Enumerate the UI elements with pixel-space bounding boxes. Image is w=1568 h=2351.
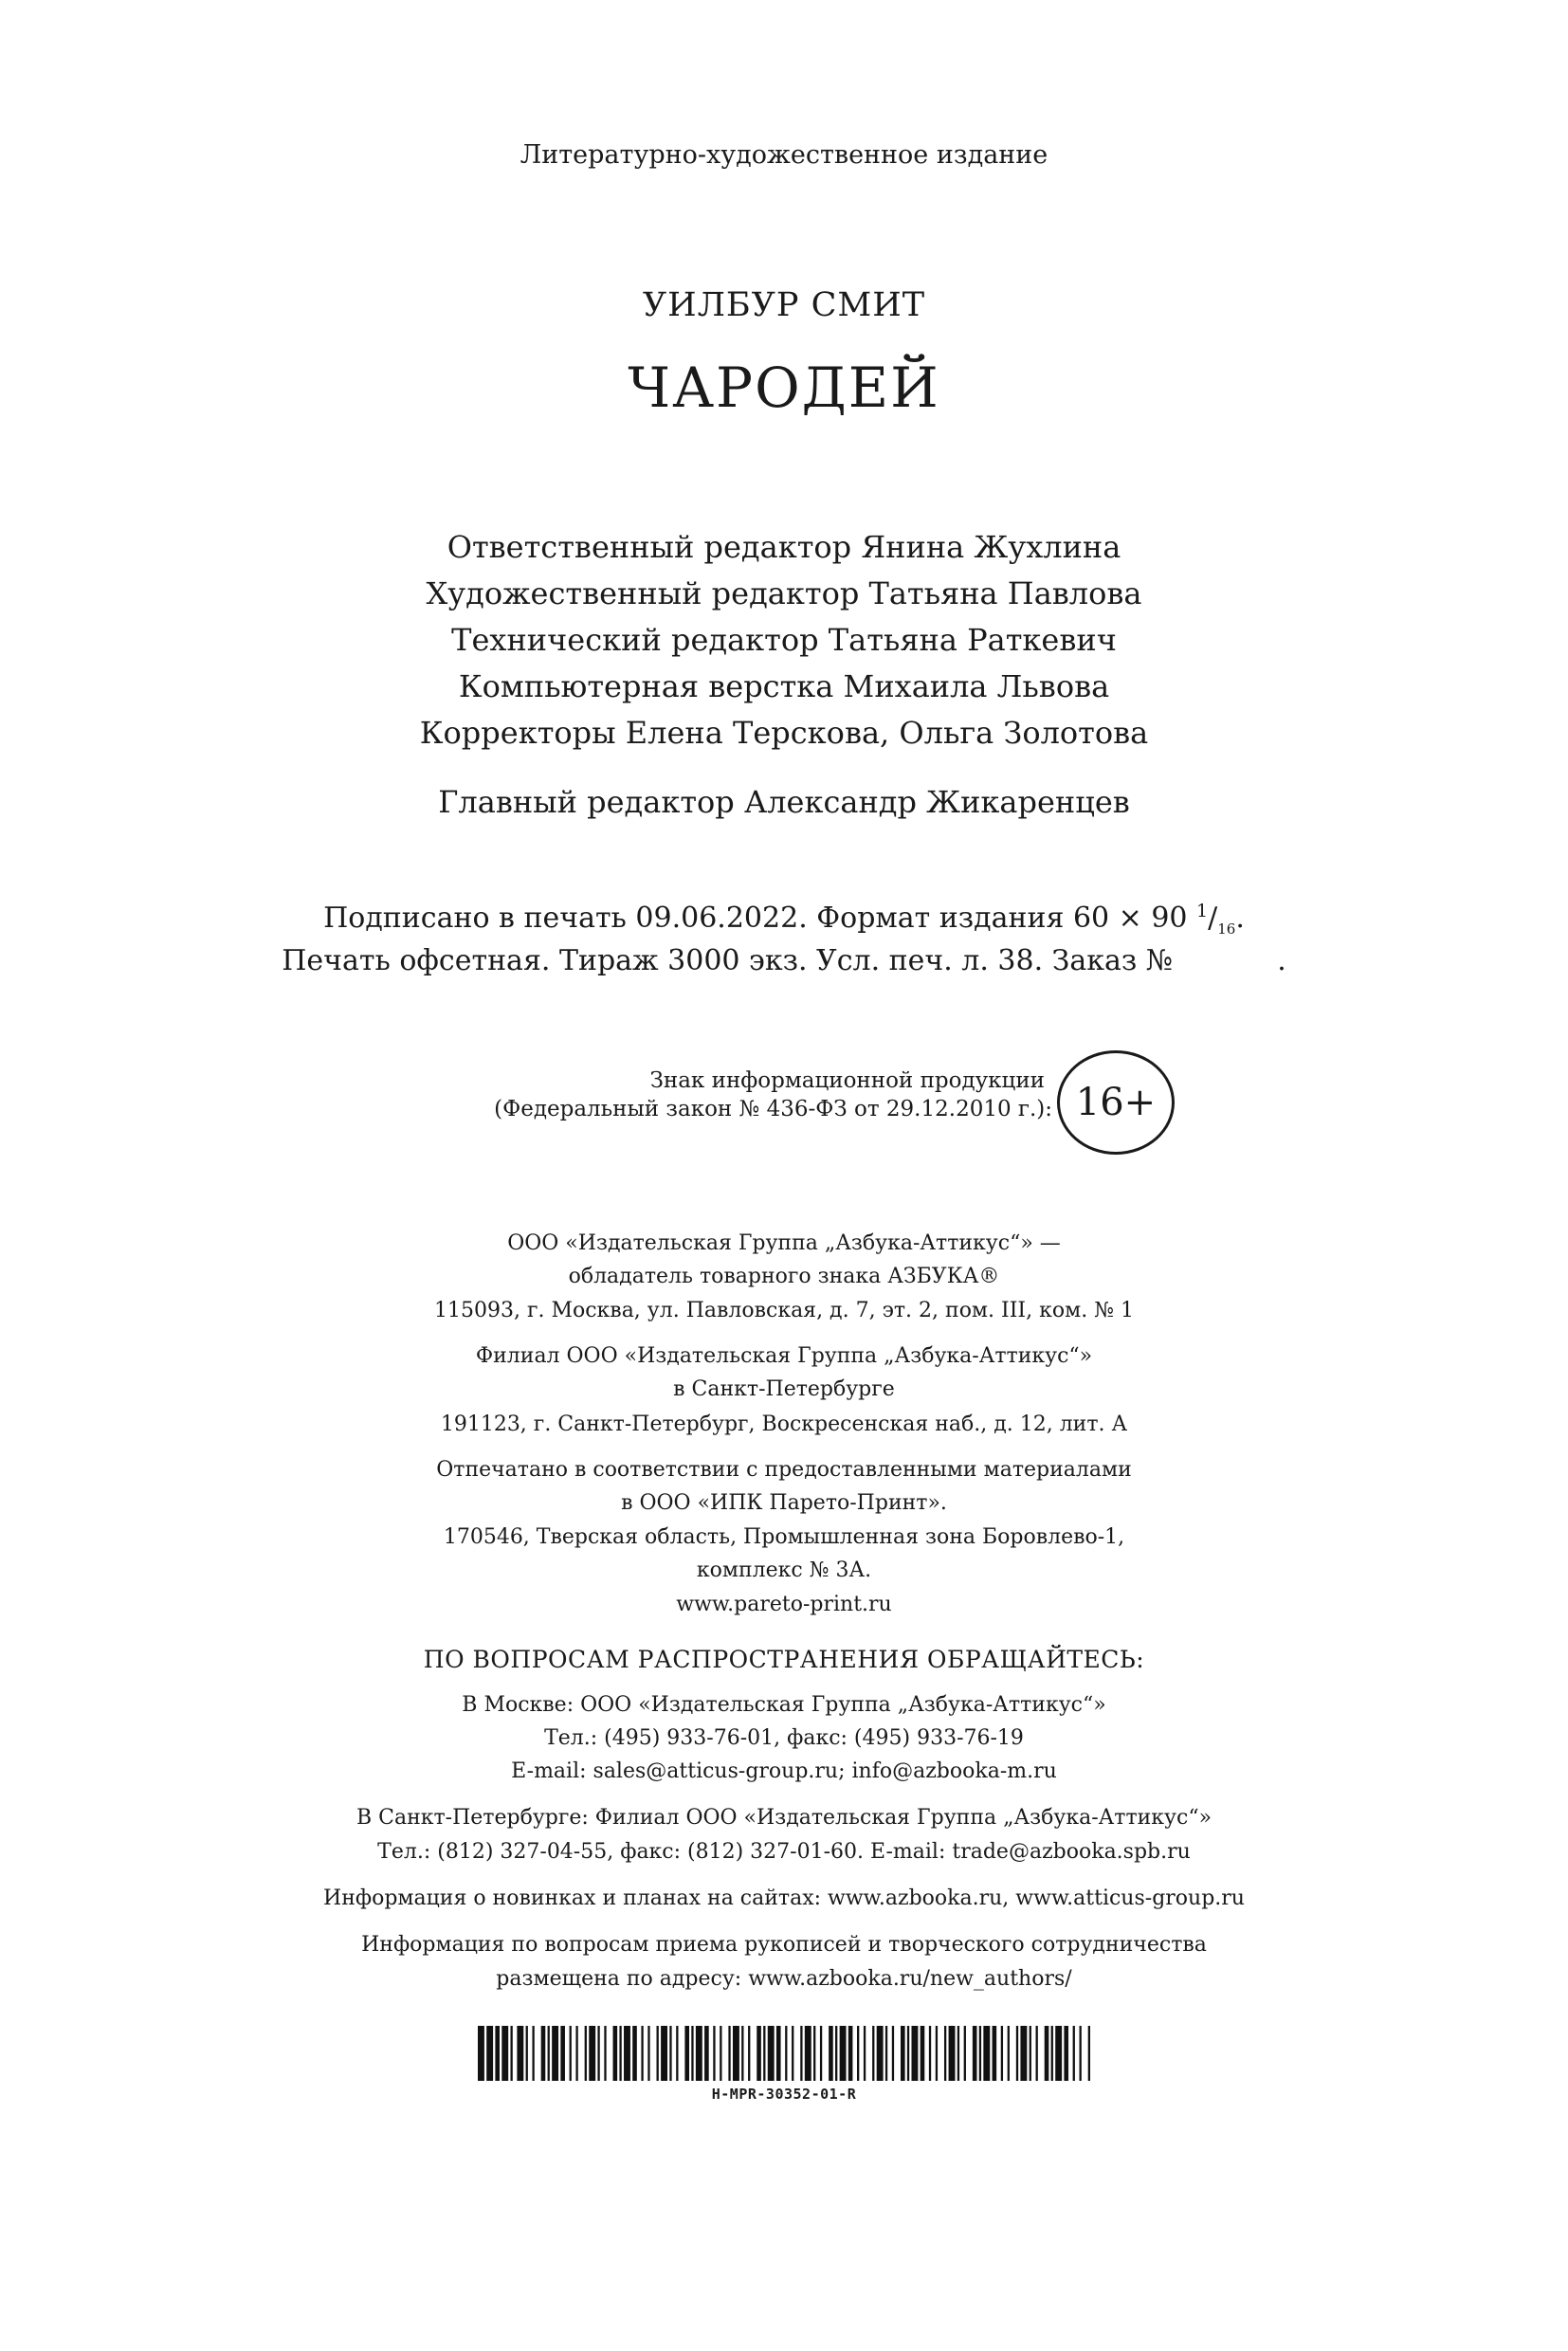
credit-line: Компьютерная верстка Михаила Львова xyxy=(458,668,1110,704)
barcode-bar xyxy=(696,2026,702,2081)
barcode-bar xyxy=(1020,2026,1027,2081)
credit-line: Технический редактор Татьяна Раткевич xyxy=(451,622,1117,658)
barcode-bar xyxy=(857,2026,859,2081)
barcode-bar xyxy=(993,2026,997,2081)
barcode-bar xyxy=(713,2026,715,2081)
barcode-bar xyxy=(1030,2026,1031,2081)
barcode-bar xyxy=(757,2026,761,2081)
barcode-bar xyxy=(901,2026,905,2081)
barcode-bar xyxy=(532,2026,534,2081)
barcode-bar xyxy=(892,2026,894,2081)
barcode-bar xyxy=(1088,2026,1090,2081)
barcode-bar xyxy=(820,2026,822,2081)
barcode-bar xyxy=(929,2026,931,2081)
barcode-bar xyxy=(983,2026,990,2081)
print-info-text: Подписано в печать 09.06.2022. Формат издания 60 × 90 xyxy=(323,902,1197,935)
barcode-bar xyxy=(684,2026,689,2081)
barcode-bar xyxy=(510,2026,512,2081)
barcode-bar xyxy=(552,2026,558,2081)
barcode-bar xyxy=(613,2026,618,2081)
barcode-bar xyxy=(1055,2026,1062,2081)
barcode-bar xyxy=(1051,2026,1053,2081)
distribution-line: Тел.: (812) 327-04-55, факс: (812) 327-01-60. E-mail: trade@azbooka.spb.ru xyxy=(377,1840,1191,1864)
format-denominator: 16 xyxy=(1217,920,1236,938)
barcode-bar xyxy=(526,2026,528,2081)
barcode-bar xyxy=(495,2026,500,2081)
print-info-end: . xyxy=(1277,944,1286,977)
barcode-bar xyxy=(691,2026,693,2081)
barcode-bar xyxy=(944,2026,946,2081)
barcode-bar xyxy=(541,2026,546,2081)
barcode-bar xyxy=(864,2026,866,2081)
barcode-bar xyxy=(768,2026,775,2081)
distribution-line: E-mail: sales@atticus-group.ru; info@azbooka-m.ru xyxy=(511,1759,1057,1783)
info-sign-line: (Федеральный закон № 436-ФЗ от 29.12.2010 г.): xyxy=(494,1097,1052,1121)
barcode-bar xyxy=(911,2026,918,2081)
barcode-bar xyxy=(885,2026,887,2081)
barcode-bar xyxy=(704,2026,709,2081)
barcode-bar xyxy=(570,2026,572,2081)
barcode-bar xyxy=(641,2026,643,2081)
barcode-bar xyxy=(877,2026,884,2081)
barcode-bar xyxy=(776,2026,781,2081)
barcode-bar xyxy=(949,2026,956,2081)
barcode-bar xyxy=(585,2026,587,2081)
credit-line: Корректоры Елена Терскова, Ольга Золотова xyxy=(419,715,1149,751)
barcode xyxy=(478,2026,1090,2081)
barcode-bar xyxy=(763,2026,765,2081)
barcode-bar xyxy=(661,2026,667,2081)
barcode-bar xyxy=(936,2026,938,2081)
barcode-bar xyxy=(486,2026,493,2081)
barcode-bar xyxy=(575,2026,577,2081)
info-sign-text xyxy=(417,1066,1052,1123)
barcode-bar xyxy=(1080,2026,1082,2081)
barcode-bar xyxy=(733,2026,739,2081)
barcode-bar xyxy=(1073,2026,1075,2081)
barcode-bar xyxy=(597,2026,599,2081)
barcode-bar xyxy=(800,2026,802,2081)
genre-label: Литературно-художественное издание xyxy=(520,140,1048,170)
barcode-bar xyxy=(957,2026,959,2081)
chief-editor-line: Главный редактор Александр Жикаренцев xyxy=(438,784,1130,820)
barcode-bar xyxy=(501,2026,508,2081)
barcode-bar xyxy=(1064,2026,1068,2081)
barcode-bar xyxy=(872,2026,874,2081)
barcode-bar xyxy=(964,2026,966,2081)
publisher-website: www.pareto-print.ru xyxy=(676,1593,892,1616)
barcode-bar xyxy=(624,2026,630,2081)
barcode-label: H-MPR-30352-01-R xyxy=(711,2086,857,2103)
barcode-bar xyxy=(785,2026,787,2081)
print-info-line-2 xyxy=(0,944,1568,977)
barcode-bar xyxy=(741,2026,743,2081)
barcode-bar xyxy=(1008,2026,1010,2081)
barcode-bar xyxy=(676,2026,678,2081)
distribution-heading: ПО ВОПРОСАМ РАСПРОСТРАНЕНИЯ ОБРАЩАЙТЕСЬ: xyxy=(423,1646,1145,1673)
format-numerator: 1 xyxy=(1196,901,1209,921)
barcode-bar xyxy=(805,2026,811,2081)
barcode-bar xyxy=(589,2026,595,2081)
barcode-bar xyxy=(669,2026,671,2081)
book-title: ЧАРОДЕЙ xyxy=(628,355,940,420)
barcode-bar xyxy=(921,2026,925,2081)
barcode-bar xyxy=(560,2026,565,2081)
barcode-bar xyxy=(792,2026,793,2081)
publisher-line: Отпечатано в соответствии с предоставленными материалами xyxy=(436,1458,1132,1482)
distribution-line: Тел.: (495) 933-76-01, факс: (495) 933-76-19 xyxy=(544,1726,1024,1750)
barcode-bar xyxy=(720,2026,721,2081)
barcode-bar xyxy=(748,2026,750,2081)
publisher-line: Филиал ООО «Издательская Группа „Азбука-Аттикус“» xyxy=(475,1344,1093,1368)
barcode-bar xyxy=(840,2026,847,2081)
publisher-line: ООО «Издательская Группа „Азбука-Аттикус“» — xyxy=(507,1231,1061,1255)
barcode-bar xyxy=(1016,2026,1018,2081)
barcode-bar xyxy=(548,2026,550,2081)
barcode-bar xyxy=(647,2026,649,2081)
barcode-bar xyxy=(517,2026,523,2081)
age-rating-badge: 16+ xyxy=(1057,1050,1175,1155)
credit-line: Художественный редактор Татьяна Павлова xyxy=(426,575,1142,611)
distribution-line: Информация по вопросам приема рукописей и творческого сотрудничества xyxy=(361,1933,1207,1957)
barcode-bar xyxy=(657,2026,659,2081)
info-sign-line: Знак информационной продукции xyxy=(649,1068,1045,1093)
barcode-bar xyxy=(973,2026,977,2081)
barcode-bar xyxy=(619,2026,621,2081)
barcode-bar xyxy=(835,2026,837,2081)
barcode-bar xyxy=(1036,2026,1038,2081)
barcode-bar xyxy=(604,2026,606,2081)
distribution-line: В Санкт-Петербурге: Филиал ООО «Издательская Группа „Азбука-Аттикус“» xyxy=(356,1806,1212,1830)
print-info-line-1: Подписано в печать 09.06.2022. Формат издания 60 × 90 $^1/_{16}$. xyxy=(323,901,1245,938)
barcode-bar xyxy=(478,2026,484,2081)
barcode-bar xyxy=(632,2026,637,2081)
distribution-line: размещена по адресу: www.azbooka.ru/new_authors/ xyxy=(496,1967,1072,1991)
publisher-line: 115093, г. Москва, ул. Павловская, д. 7, эт. 2, пом. III, ком. № 1 xyxy=(433,1299,1134,1322)
publisher-line: в ООО «ИПК Парето-Принт». xyxy=(621,1491,947,1515)
credit-line: Ответственный редактор Янина Жухлина xyxy=(447,529,1121,565)
publisher-line: 191123, г. Санкт-Петербург, Воскресенская наб., д. 12, лит. А xyxy=(440,1412,1128,1436)
publisher-line: обладатель товарного знака АЗБУКА® xyxy=(568,1265,1000,1288)
barcode-bar xyxy=(1001,2026,1003,2081)
barcode-bar xyxy=(907,2026,909,2081)
publisher-line: в Санкт-Петербурге xyxy=(673,1377,895,1401)
publisher-line: 170546, Тверская область, Промышленная зона Боровлево-1, xyxy=(443,1525,1125,1549)
barcode-bar xyxy=(1045,2026,1049,2081)
distribution-line: В Москве: ООО «Издательская Группа „Азбука-Аттикус“» xyxy=(462,1693,1106,1717)
barcode-bar xyxy=(728,2026,730,2081)
print-info-text: Печать офсетная. Тираж 3000 экз. Усл. печ. л. 38. Заказ № xyxy=(282,944,1174,977)
barcode-bar xyxy=(848,2026,853,2081)
distribution-line: Информация о новинках и планах на сайтах: www.azbooka.ru, www.atticus-group.ru xyxy=(323,1886,1245,1910)
publisher-line: комплекс № 3А. xyxy=(696,1558,872,1582)
barcode-bar xyxy=(829,2026,833,2081)
author-name: УИЛБУР СМИТ xyxy=(642,286,926,324)
barcode-bar xyxy=(813,2026,815,2081)
barcode-bar xyxy=(979,2026,981,2081)
